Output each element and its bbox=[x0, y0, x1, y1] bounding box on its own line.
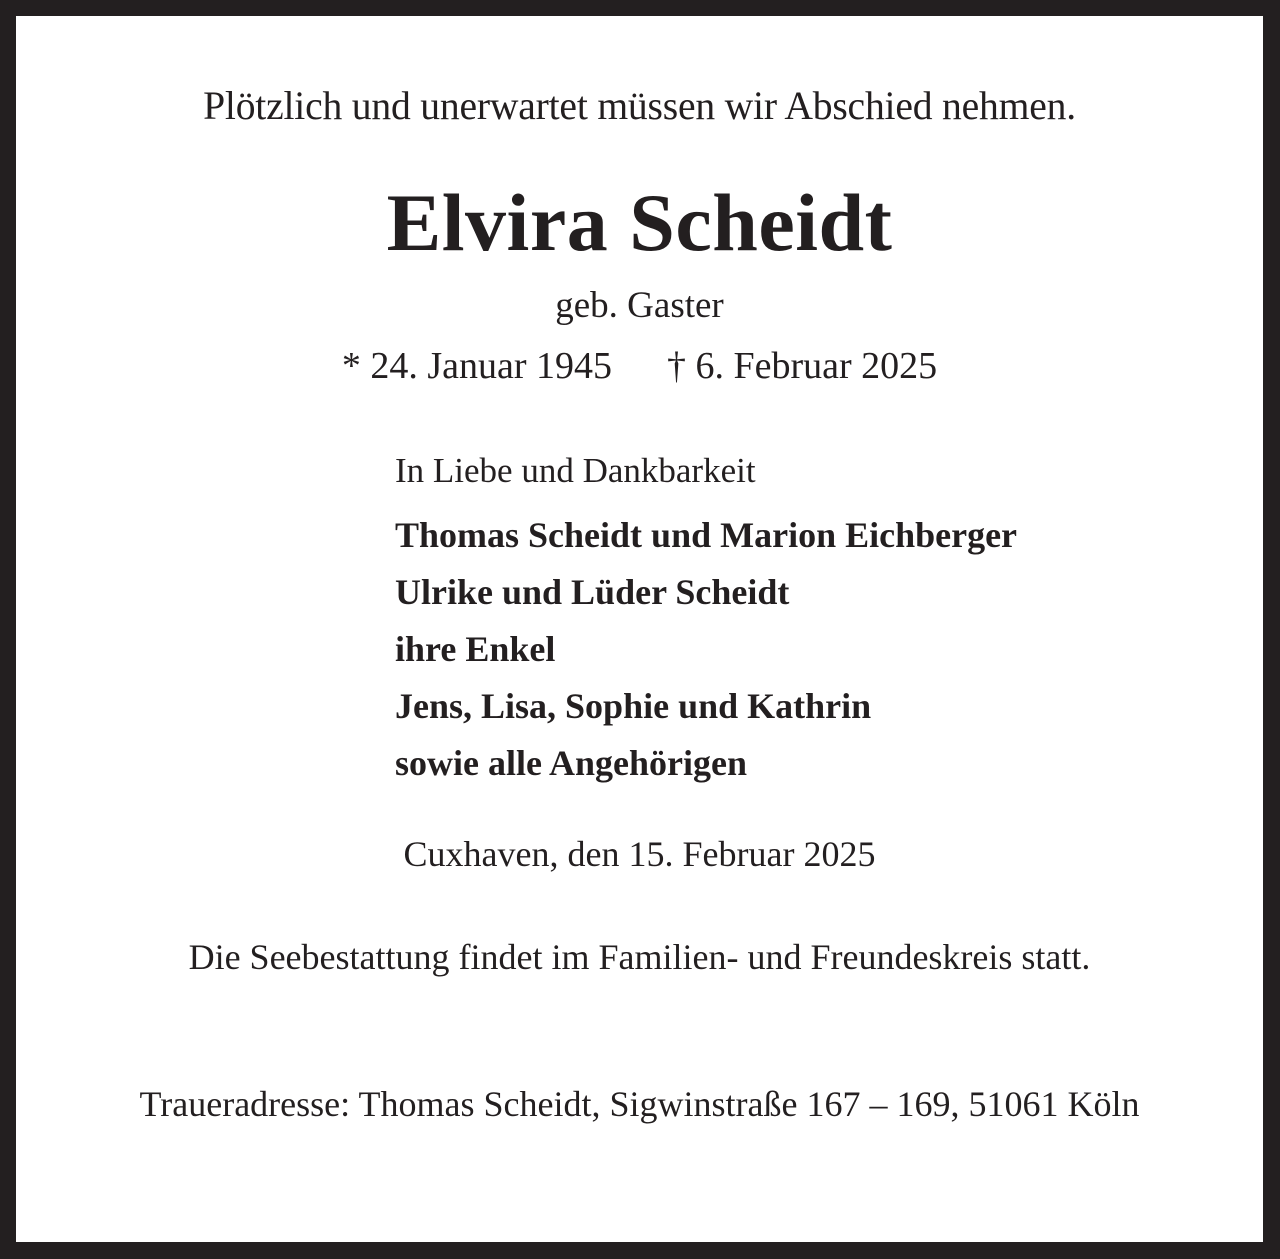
deceased-name: Elvira Scheidt bbox=[386, 177, 893, 268]
mourner-line: Jens, Lisa, Sophie und Kathrin bbox=[395, 686, 872, 726]
life-dates bbox=[16, 344, 1263, 387]
intro-sentence: Plötzlich und unerwartet müssen wir Abschied nehmen. bbox=[203, 83, 1076, 128]
contact-address: Traueradresse: Thomas Scheidt, Sigwinstraße 167 – 169, 51061 Köln bbox=[139, 1084, 1140, 1124]
birth-date: * 24. Januar 1945 bbox=[341, 344, 612, 387]
deceased-name-block bbox=[16, 177, 1263, 387]
mourners-intro: In Liebe und Dankbarkeit bbox=[395, 451, 756, 490]
mourner-line: Ulrike und Lüder Scheidt bbox=[395, 572, 790, 612]
place-and-date: Cuxhaven, den 15. Februar 2025 bbox=[403, 834, 876, 874]
maiden-name: geb. Gaster bbox=[555, 284, 724, 326]
mourner-line: ihre Enkel bbox=[395, 629, 556, 669]
mourner-line: sowie alle Angehörigen bbox=[395, 743, 747, 783]
mourner-line: Thomas Scheidt und Marion Eichberger bbox=[395, 515, 1018, 555]
ceremony-note: Die Seebestattung findet im Familien- und Freundeskreis statt. bbox=[188, 937, 1091, 977]
obituary-content bbox=[16, 16, 1263, 1242]
obituary-card bbox=[16, 16, 1263, 1242]
mourners-block bbox=[395, 453, 1017, 781]
death-date: † 6. Februar 2025 bbox=[667, 344, 938, 387]
